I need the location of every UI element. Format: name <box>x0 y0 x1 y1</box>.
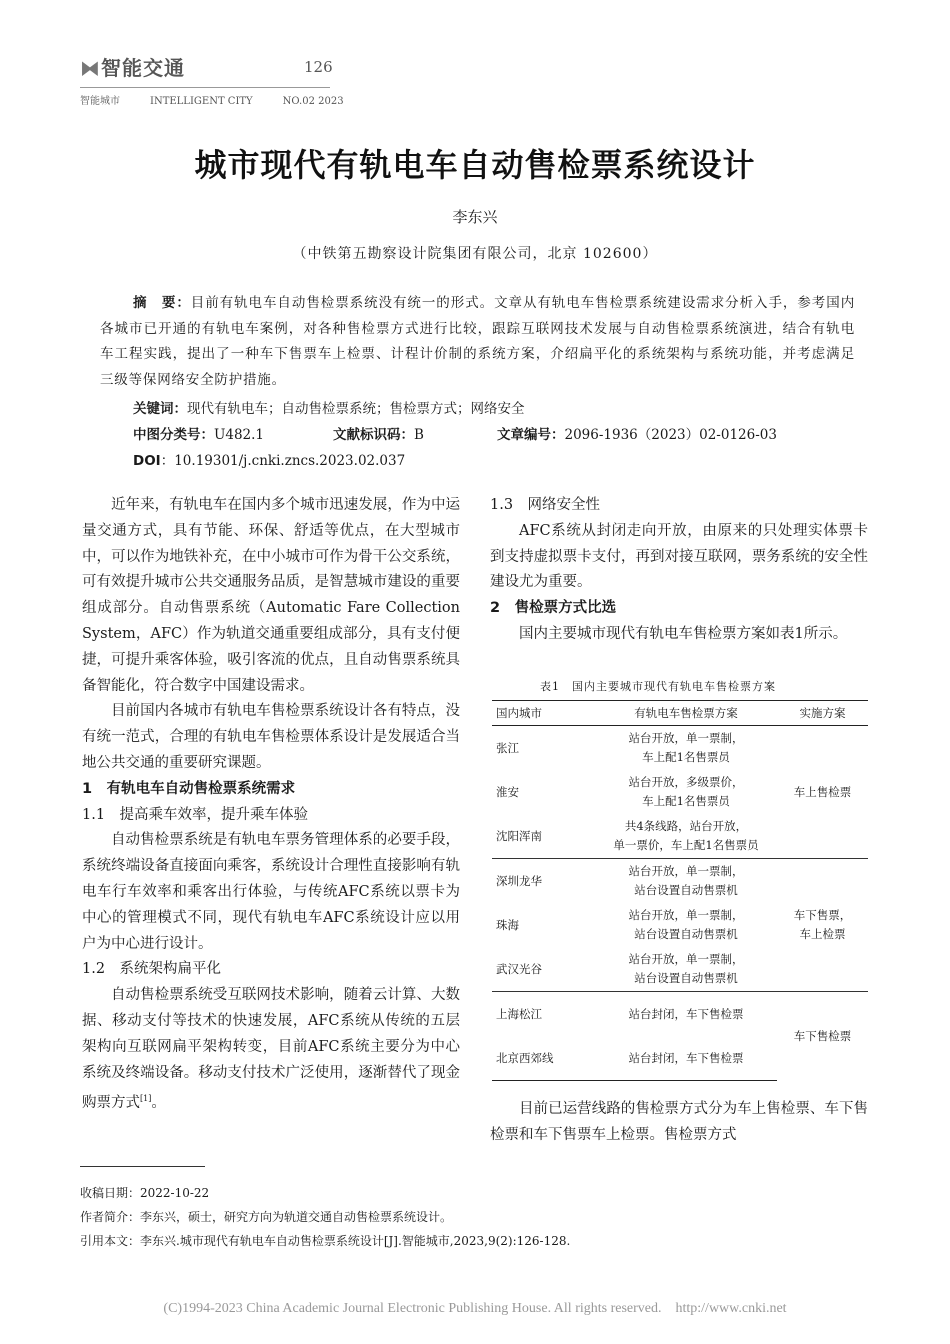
doi-value: ：10.19301/j.cnki.zncs.2023.02.037 <box>160 453 406 469</box>
scheme-line-1: 共4条线路，站台开放， <box>624 819 748 833</box>
city-cell: 珠海 <box>496 917 519 932</box>
intro-paragraph-1: 近年来，有轨电车在国内多个城市迅速发展，作为中运量交通方式，具有节能、环保、舒适等优点，在大型城市中，可以作为地铁补充，在中小城市可作为骨干公交系统，可有效提升城市公共交通服务品质，是智慧城市建设的重要组成部分。自动售票系统（Automatic Fare Collection System，AFC）作为轨道交通重要组成部分，具有支付便捷，可提升乘客体验，吸引客流的优点，且自动售票系统具备智能化，符合数字中国建设需求。 <box>82 497 460 694</box>
keywords-text: 现代有轨电车；自动售检票系统；售检票方式；网络安全 <box>187 401 525 417</box>
section-1-1-heading: 1.1 提高乘车效率，提升乘车体验 <box>82 806 309 823</box>
scheme-cell <box>595 947 777 992</box>
scheme-cell: 站台封闭，车下售检票 <box>595 992 777 1037</box>
city-cell: 上海松江 <box>492 992 595 1037</box>
logo-text: 智能交通 <box>101 56 185 80</box>
journal-name-en: INTELLIGENT CITY <box>150 96 253 107</box>
author-name: 李东兴 <box>452 208 498 226</box>
city-cell: 淮安 <box>496 784 519 799</box>
table-header-row <box>492 701 868 726</box>
section-1-1-paragraph: 自动售检票系统是有轨电车票务管理体系的必要手段，系统终端设备直接面向乘客，系统设计合理性直接影响有轨电车行车效率和乘客出行体验，与传统AFC系统以票卡为中心的管理模式不同，现代有轨电车AFC系统设计应以用户为中心进行设计。 <box>82 832 460 952</box>
header-scheme: 有轨电车售检票方案 <box>595 701 777 726</box>
article-value: 2096-1936（2023）02-0126-03 <box>564 427 777 443</box>
section-2-paragraph-2: 目前已运营线路的售检票方式分为车上售检票、车下售检票和车下售票车上检票。售检票方式 <box>490 1101 868 1143</box>
doc-code <box>333 423 424 443</box>
doi-label: DOI <box>133 453 161 469</box>
footnote-divider <box>80 1166 205 1167</box>
right-column-continued <box>490 1097 868 1149</box>
scheme-line-2: 车上配1名售票员 <box>642 794 730 808</box>
page-number: 126 <box>304 58 333 76</box>
section-1-2-end: 。 <box>151 1095 166 1112</box>
abstract-label: 摘 要： <box>133 295 191 311</box>
scheme-line-2: 站台设置自动售票机 <box>634 883 738 897</box>
section-2-paragraph: 国内主要城市现代有轨电车售检票方案如表1所示。 <box>519 625 848 642</box>
classification-line <box>133 423 264 443</box>
scheme-line-1: 站台开放，多级票价， <box>628 775 744 789</box>
implementation-cell: 车上售检票 <box>793 784 852 799</box>
city-cell: 张江 <box>496 740 519 755</box>
paper-title: 城市现代有轨电车自动售检票系统设计 <box>194 146 756 184</box>
implementation-line-1: 车下售票， <box>793 908 852 922</box>
journal-issue: NO.02 2023 <box>282 96 344 107</box>
section-1-3-paragraph: AFC系统从封闭走向开放，由原来的只处理实体票卡到支持虚拟票卡支付，再到对接互联网，票务系统的安全性建设尤为重要。 <box>490 522 868 591</box>
section-1-2-text: 自动售检票系统受互联网技术影响，随着云计算、大数据、移动支付等技术的快速发展，AFC系统从传统的五层架构向互联网扁平架构转变，目前AFC系统主要分为中心系统及终端设备。移动支付技术广泛使用，逐渐替代了现金购票方式 <box>82 987 460 1112</box>
scheme-line-1: 站台开放，单一票制， <box>628 864 744 878</box>
intro-paragraph-2: 目前国内各城市有轨电车售检票系统设计各有特点，没有统一范式，合理的有轨电车售检票体系设计是发展适合当地公共交通的重要研究课题。 <box>82 703 460 771</box>
keywords-label: 关键词： <box>133 401 187 417</box>
abstract-text: 目前有轨电车自动售检票系统没有统一的形式。文章从有轨电车售检票系统建设需求分析入手，参考国内各城市已开通的有轨电车案例，对各种售检票方式进行比较，跟踪互联网技术发展与自动售检票系统演进，结合有轨电车工程实践，提出了一种车下售票车上检票、计程计价制的系统方案，介绍扁平化的系统架构与系统功能，并考虑满足三级等保网络安全防护措施。 <box>100 295 855 388</box>
city-cell: 武汉光谷 <box>496 961 542 976</box>
logo-mark-icon: ⧓ <box>80 56 101 80</box>
scheme-cell <box>595 903 777 947</box>
scheme-cell <box>595 770 777 814</box>
doi <box>133 449 405 469</box>
scheme-cell <box>595 726 777 771</box>
implementation-cell <box>777 859 868 992</box>
table-row <box>492 726 868 771</box>
table-row <box>492 992 868 1037</box>
doc-label: 文献标识码： <box>333 427 414 443</box>
scheme-line-2: 车上配1名售票员 <box>642 750 730 764</box>
scheme-line-1: 站台开放，单一票制， <box>628 908 744 922</box>
left-column <box>82 493 460 1117</box>
section-1-2-paragraph <box>82 983 460 1117</box>
received-date: 收稿日期：2022-10-22 <box>80 1186 210 1200</box>
clc-value: U482.1 <box>214 427 265 443</box>
scheme-cell <box>595 814 777 859</box>
citation-ref: [1] <box>140 1094 152 1104</box>
clc-label: 中图分类号： <box>133 427 214 443</box>
scheme-cell: 站台封闭，车下售检票 <box>595 1036 777 1081</box>
scheme-line-2: 站台设置自动售票机 <box>634 927 738 941</box>
city-cell: 沈阳浑南 <box>496 828 542 843</box>
article-number <box>497 423 777 443</box>
section-2-heading: 2 售检票方式比选 <box>490 600 617 617</box>
header-implementation: 实施方案 <box>777 701 868 726</box>
right-column <box>490 493 868 648</box>
section-1-2-heading: 1.2 系统架构扁平化 <box>82 961 222 978</box>
article-label: 文章编号： <box>497 427 565 443</box>
copyright-footer: (C)1994-2023 China Academic Journal Electronic Publishing House. All rights reserved. http://www.cnki.net <box>163 1301 787 1316</box>
citation: 引用本文：李东兴.城市现代有轨电车自动售检票系统设计[J].智能城市,2023,9(2):126-128. <box>80 1234 571 1248</box>
city-cell: 北京西郊线 <box>492 1036 595 1081</box>
scheme-line-2: 站台设置自动售票机 <box>634 971 738 985</box>
journal-info <box>80 92 374 107</box>
table-caption: 表1 国内主要城市现代有轨电车售检票方案 <box>540 680 776 693</box>
header-city: 国内城市 <box>492 701 595 726</box>
table-1 <box>492 700 868 1081</box>
scheme-line-1: 站台开放，单一票制， <box>628 731 744 745</box>
abstract <box>100 291 855 393</box>
journal-logo <box>80 52 185 81</box>
keywords <box>133 397 525 417</box>
scheme-cell <box>595 859 777 904</box>
doc-value: B <box>414 427 424 443</box>
table-row <box>492 859 868 904</box>
implementation-line-2: 车上检票 <box>799 927 846 941</box>
header-divider <box>80 87 330 88</box>
journal-name-cn: 智能城市 <box>80 96 120 107</box>
scheme-line-1: 站台开放，单一票制， <box>628 952 744 966</box>
section-1-heading: 1 有轨电车自动售检票系统需求 <box>82 780 296 797</box>
section-1-3-heading: 1.3 网络安全性 <box>490 497 601 513</box>
implementation-cell: 车下售检票 <box>777 992 868 1081</box>
city-cell: 深圳龙华 <box>492 859 595 904</box>
affiliation: （中铁第五勘察设计院集团有限公司，北京 102600） <box>292 246 658 262</box>
scheme-line-2: 单一票价，车上配1名售票员 <box>613 838 759 852</box>
author-bio: 作者简介：李东兴，硕士，研究方向为轨道交通自动售检票系统设计。 <box>80 1210 453 1224</box>
